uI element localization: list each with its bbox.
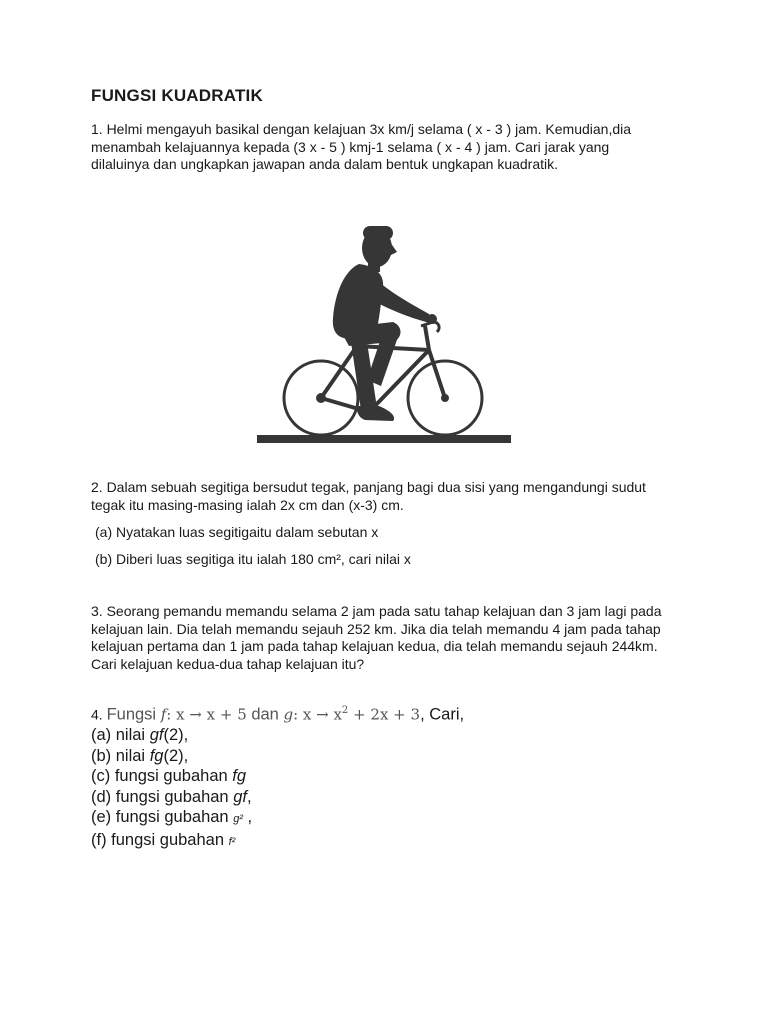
crank	[363, 406, 375, 418]
question-2b: (b) Diberi luas segitiga itu ialah 180 cm², cari nilai x	[95, 551, 411, 567]
question-3-line: kelajuan lain. Dia telah memandu sejauh 252 km. Jika dia telah memandu 4 jam pada tahap	[91, 620, 661, 637]
page-title: FUNGSI KUADRATIK	[91, 86, 263, 105]
question-1-line: menambah kelajuannya kepada (3 x - 5 ) kmj-1 selama ( x - 4 ) jam. Cari jarak yang	[91, 138, 610, 155]
question-4	[91, 701, 464, 852]
question-3-line: Cari kelajuan kedua-dua tahap kelajuan itu?	[91, 655, 365, 672]
question-3-line: kelajuan pertama dan 1 jam pada tahap kelajuan kedua, dia telah memandu sejauh 244km.	[91, 638, 658, 654]
question-2-line: tegak itu masing-masing ialah 2x cm dan (x-3) cm.	[91, 496, 404, 513]
question-3-line: 3. Seorang pemandu memandu selama 2 jam pada satu tahap kelajuan dan 3 jam lagi pada	[91, 603, 662, 619]
question-2-line: 2. Dalam sebuah segitiga bersudut tegak, panjang bagi dua sisi yang mengandungi sudut	[91, 479, 646, 495]
question-4d: (d) fungsi gubahan gf,	[91, 787, 252, 806]
question-2	[91, 479, 671, 514]
ground-line	[257, 435, 511, 443]
question-1	[91, 121, 651, 174]
cyclist-illustration	[253, 222, 515, 447]
question-4-header: 4. Fungsi f: x → x + 5 dan g: $x \to x^2 + 2x + 3$, Cari,	[91, 705, 465, 724]
question-4e: (e) fungsi gubahan g² ,	[91, 808, 253, 826]
question-4b: (b) nilai fg(2),	[91, 746, 189, 765]
question-4c: (c) fungsi gubahan fg	[91, 767, 247, 785]
question-2a: (a) Nyatakan luas segitigaitu dalam sebutan x	[95, 524, 379, 540]
question-1-line: 1. Helmi mengayuh basikal dengan kelajuan 3x km/j selama ( x - 3 ) jam. Kemudian,dia	[91, 121, 632, 137]
question-4f: (f) fungsi gubahan f²	[91, 830, 236, 849]
question-4a: (a) nilai gf(2),	[91, 726, 189, 744]
question-1-line: dilaluinya dan ungkapkan jawapan anda dalam bentuk ungkapan kuadratik.	[91, 156, 559, 172]
question-3	[91, 603, 681, 673]
